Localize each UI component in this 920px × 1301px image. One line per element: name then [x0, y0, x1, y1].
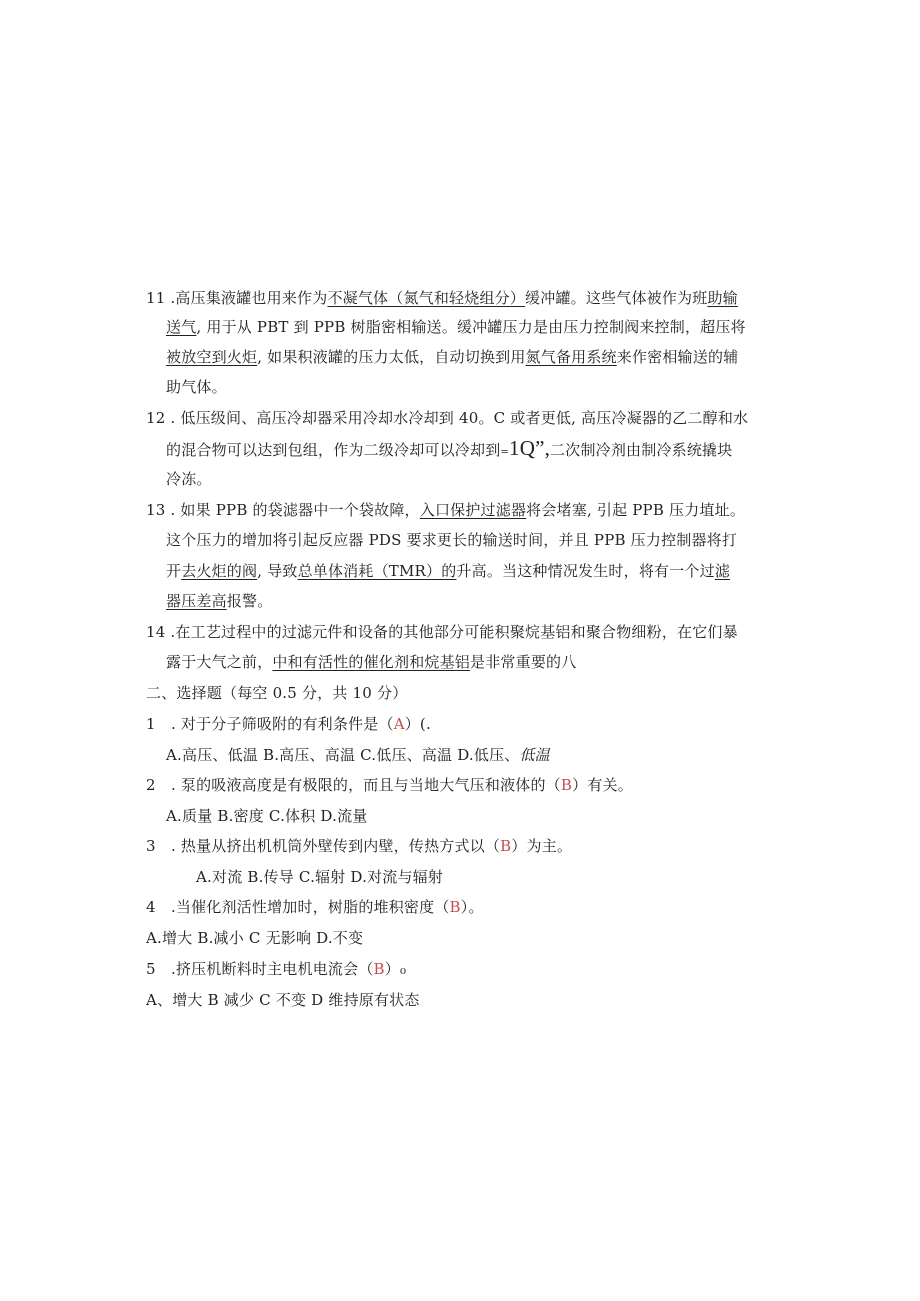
q14-line-1: 14 .在工艺过程中的过滤元件和设备的其他部分可能积聚烷基铝和聚合物细粉，在它们暴 — [146, 623, 738, 641]
underlined-answer: 器压差高 — [166, 592, 227, 610]
mc-options-2: A.质量 B.密度 C.体积 D.流量 — [166, 807, 368, 825]
answer-letter: B — [500, 837, 512, 855]
q13-line-1: 13 . 如果 PPB 的袋滤器中一个袋故障，入口保护过滤器将会堵塞, 引起 PPB 压力埴址。 — [146, 501, 746, 519]
underlined-answer: 不凝气体（氮气和轻烧组分） — [327, 289, 526, 307]
q12-line-1: 12 . 低压级间、高压冷却器采用冷却水冷却到 40。C 或者更低, 高压冷凝器的乙二醇和水 — [146, 409, 749, 427]
underlined-answer: 送气 — [166, 318, 197, 336]
section-heading: 二、选择题（每空 0.5 分，共 10 分） — [146, 684, 408, 702]
q11-line-1: 11 .高压集液罐也用来作为不凝气体（氮气和轻烧组分）缓冲罐。这些气体被作为班助输 — [146, 289, 738, 307]
mc-question-1: 1 . 对于分子筛吸附的有利条件是（A）(. — [146, 715, 431, 733]
mc-question-4: 4 .当催化剂活性增加时，树脂的堆积密度（B）。 — [146, 898, 484, 916]
q13-line-2: 这个压力的增加将引起反应器 PDS 要求更长的输送时间，并且 PPB 压力控制器将打 — [166, 531, 738, 549]
underlined-answer: 入口保护过滤器 — [419, 501, 527, 519]
q12-line-2: 的混合物可以达到包组，作为二级冷却可以冷却到=1Q”,二次制冷剂由制冷系统撬块 — [166, 436, 733, 460]
mc-question-5: 5 .挤压机断料时主电机电流会（B）₀ — [146, 960, 407, 978]
mc-options-3: A.对流 B.传导 C.辐射 D.对流与辐射 — [196, 868, 444, 886]
mc-options-4: A.增大 B.减小 C 无影响 D.不变 — [146, 929, 364, 947]
mc-options-5: A、增大 B 减少 C 不变 D 维持原有状态 — [146, 991, 420, 1009]
underlined-answer: 被放空到火炬 — [166, 348, 258, 366]
q11-line-3: 被放空到火炬, 如果积液罐的压力太低，自动切换到用氮气备用系统来作密相输送的辅 — [166, 348, 739, 366]
answer-letter: A — [393, 715, 405, 733]
mc-question-2: 2 . 泵的吸液高度是有极限的，而且与当地大气压和液体的（B）有关。 — [146, 776, 633, 794]
underlined-answer: 助输 — [707, 289, 738, 307]
q14-line-2: 露于大气之前，中和有活性的催化剂和烷基铝是非常重要的八 — [166, 653, 577, 671]
q13-line-4: 器压差高报警。 — [166, 592, 273, 610]
underlined-answer: 氮气备用系统 — [525, 348, 617, 366]
answer-letter: B — [449, 898, 461, 916]
mc-options-1: A.高压、低温 B.高压、高温 C.低压、高温 D.低压、低温 — [166, 746, 550, 764]
q13-line-3: 开去火炬的阀, 导致总单体消耗（TMR）的升高。当这种情况发生时，将有一个过滤 — [166, 562, 731, 580]
q11-line-4: 助气体。 — [166, 378, 227, 396]
underlined-answer: 滤 — [714, 562, 731, 580]
answer-letter: B — [373, 960, 385, 978]
underlined-answer: 去火炬的阀 — [181, 562, 258, 580]
mc-question-3: 3 . 热量从挤出机机筒外壁传到内壁，传热方式以（B）为主。 — [146, 837, 573, 855]
answer-letter: B — [560, 776, 573, 794]
underlined-answer: 中和有活性的催化剂和烷基铝 — [272, 653, 471, 671]
q12-line-3: 冷冻。 — [166, 470, 212, 488]
q11-line-2: 送气, 用于从 PBT 到 PPB 树脂密相输送。缓冲罐压力是由压力控制阀来控制，超压将 — [166, 318, 746, 336]
underlined-answer: 总单体消耗（TMR）的 — [297, 562, 457, 580]
